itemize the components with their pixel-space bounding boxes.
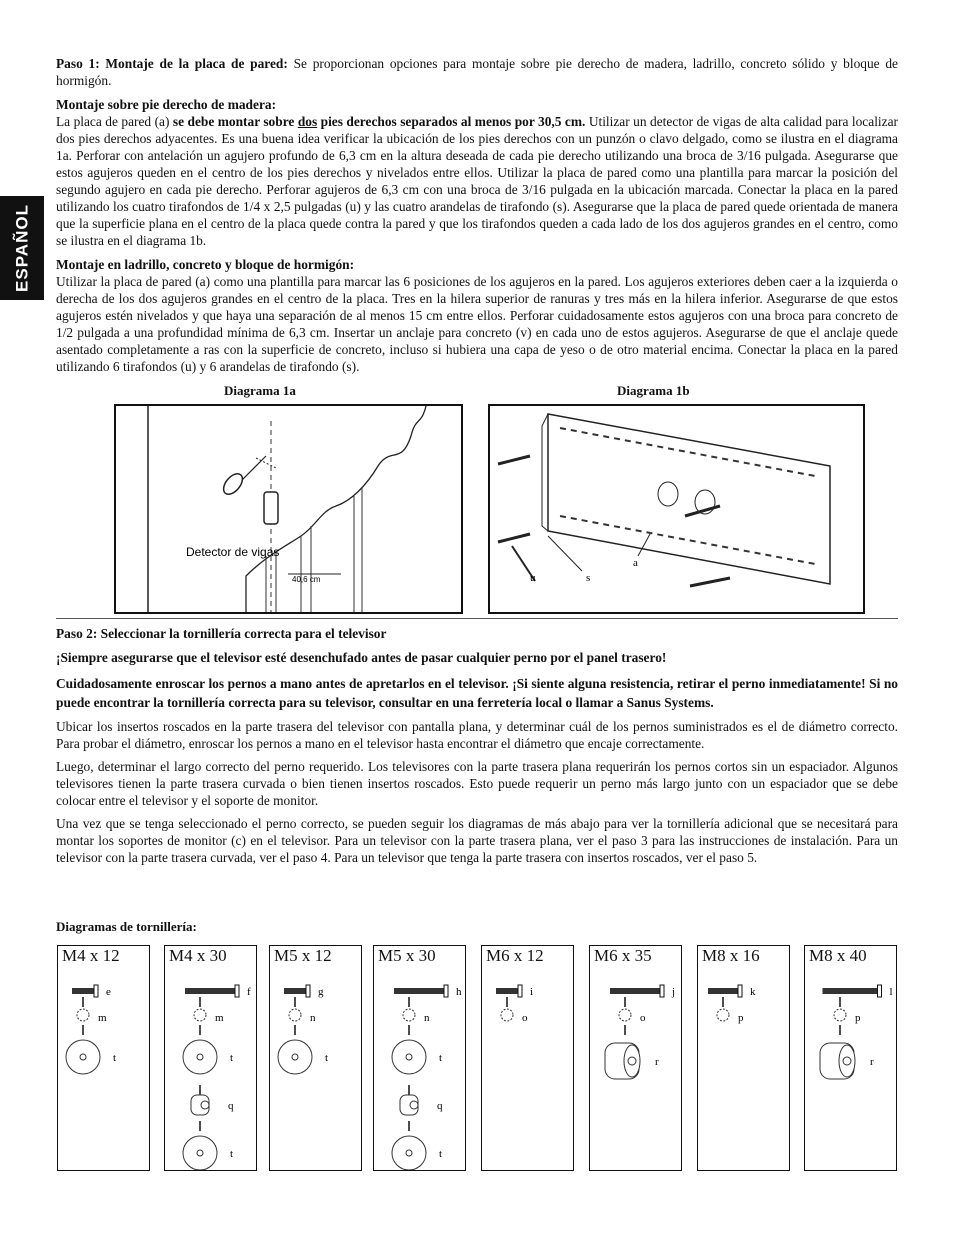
stud-wall-illustration: [116, 406, 461, 612]
part-label: r: [655, 1056, 659, 1068]
part-label: p: [738, 1012, 744, 1024]
bolt-icon: [72, 988, 94, 994]
lock-washer-icon: [403, 1009, 415, 1021]
hardware-set-m6x35: [589, 945, 682, 1171]
bolt-head: [738, 985, 742, 997]
step2-paragraph-3: Una vez que se tenga seleccionado el perno correcto, se pueden seguir los diagramas de más abajo para ver la tornillería adicional que se necesitará para montar los soportes de monitor (c) en el televisor. Para un televisor con la parte trasera plana, ver el paso 3 para las instrucciones de instalación. Para un televisor con la parte trasera curvada, ver el paso 4. Para un televisor que tenga la parte trasera con insertos roscados, ver el paso 5.: [56, 816, 898, 865]
hardware-size: M5 x 30: [378, 946, 436, 965]
hardware-set-m5x12: [269, 945, 362, 1171]
brick-heading: Montaje en ladrillo, concreto y bloque de hormigón:: [56, 257, 355, 272]
hardware-size: M8 x 40: [809, 946, 867, 965]
hardware-set-m5x30: [373, 945, 466, 1171]
step2-warning: ¡Siempre asegurarse que el televisor esté desenchufado antes de pasar cualquier perno por el panel trasero!: [56, 650, 667, 665]
wood-bold: se debe montar sobre: [172, 114, 298, 129]
part-label: o: [640, 1012, 646, 1024]
part-label: t: [325, 1052, 329, 1064]
part-label: t: [439, 1052, 443, 1064]
lock-washer-icon: [501, 1009, 513, 1021]
part-label: o: [522, 1012, 528, 1024]
step1-text: Se proporcionan opciones para montaje sobre pie derecho de madera, ladrillo, concreto sólido y bloque de hormigón.: [56, 56, 898, 88]
bolt-icon: [394, 988, 444, 994]
hardware-set-m4x12: [57, 945, 150, 1171]
part-label: m: [215, 1012, 224, 1024]
flat-washer-icon: [278, 1040, 312, 1074]
part-label: j: [672, 986, 676, 998]
bolt-head: [235, 985, 239, 997]
bolt-head: [878, 985, 882, 997]
bolt-head: [94, 985, 98, 997]
part-label: p: [855, 1012, 861, 1024]
part-label: q: [228, 1100, 234, 1112]
hardware-heading: Diagramas de tornillería:: [56, 919, 197, 934]
part-label: r: [870, 1056, 874, 1068]
spacer-icon: [191, 1095, 209, 1115]
bolt-head: [306, 985, 310, 997]
hardware-set-m8x16: [697, 945, 790, 1171]
part-label: e: [106, 986, 111, 998]
wood-heading: Montaje sobre pie derecho de madera:: [56, 97, 277, 112]
bolt-icon: [185, 988, 235, 994]
bolt-head: [518, 985, 522, 997]
diagram-1a: [114, 404, 463, 614]
brick-section: [56, 256, 898, 375]
wood-underline: dos: [297, 114, 318, 129]
hardware-set-m4x30: [164, 945, 257, 1171]
lock-washer-icon: [834, 1009, 846, 1021]
label-s: s: [586, 572, 591, 584]
hardware-size: M4 x 30: [169, 946, 227, 965]
hardware-set-m6x12: [481, 945, 574, 1171]
bolt-icon: [610, 988, 660, 994]
flat-washer-icon: [392, 1040, 426, 1074]
part-label: m: [98, 1012, 107, 1024]
part-label: t: [113, 1052, 117, 1064]
measure-label: 40,6 cm: [292, 575, 321, 584]
wood-text: La placa de pared (a): [56, 114, 173, 129]
part-label: n: [310, 1012, 316, 1024]
step2-paragraph-1: Ubicar los insertos roscados en la parte trasera del televisor con pantalla plana, y determinar cuál de los pernos suministrados es el de diámetro correcto. Para probar el diámetro, enroscar los pernos a mano en el televisor hasta encontrar el diámetro que encaje correctamente.: [56, 719, 898, 751]
lock-washer-icon: [194, 1009, 206, 1021]
step2-caution: Cuidadosamente enroscar los pernos a mano antes de apretarlos en el televisor. ¡Si siente alguna resistencia, retirar el perno inmediatamente! Si no puede encontrar la tornillería correcta para su televisor, consultar en una ferretería local o llamar a Sanus Systems.: [56, 676, 898, 710]
label-a: a: [633, 557, 638, 569]
part-label: g: [318, 986, 324, 998]
hardware-set-m8x40: [804, 945, 897, 1171]
lock-washer-icon: [717, 1009, 729, 1021]
part-label: q: [437, 1100, 443, 1112]
lock-washer-icon: [619, 1009, 631, 1021]
bolt-head: [660, 985, 664, 997]
wall-plate-illustration: [490, 406, 863, 612]
lock-washer-icon: [77, 1009, 89, 1021]
diagram-1b-title: Diagrama 1b: [617, 383, 690, 398]
bolt-icon: [496, 988, 518, 994]
step1-intro: [56, 55, 898, 89]
part-label: t: [439, 1148, 443, 1160]
step2-paragraph-2: Luego, determinar el largo correcto del perno requerido. Los televisores con la parte trasera plana requerirán los pernos cortos sin un espaciador. Algunos televisores tienen la parte trasera curvada o bien tienen insertos roscados. Esto puede requerir un perno más largo junto con un espaciador que se debe colocar entre el televisor y el soporte de monitor.: [56, 759, 898, 808]
wood-section: [56, 96, 898, 249]
part-label: f: [247, 986, 251, 998]
bolt-icon: [823, 988, 878, 994]
divider: [56, 618, 898, 619]
hardware-size: M6 x 35: [594, 946, 652, 965]
step2-title: Paso 2: Seleccionar la tornillería correcta para el televisor: [56, 626, 387, 641]
step2-section: [56, 625, 898, 866]
detector-label: Detector de vigas: [186, 545, 280, 559]
part-label: t: [230, 1148, 234, 1160]
spacer-icon: [400, 1095, 418, 1115]
wood-bold: pies derechos separados al menos por 30,5 cm.: [317, 114, 586, 129]
hardware-size: M4 x 12: [62, 946, 120, 965]
part-label: t: [230, 1052, 234, 1064]
part-label: n: [424, 1012, 430, 1024]
part-label: l: [889, 986, 893, 998]
language-tab: [0, 196, 44, 300]
diagram-1b: [488, 404, 865, 614]
label-u: u: [530, 572, 536, 584]
part-label: i: [530, 986, 534, 998]
flat-washer-icon: [392, 1136, 426, 1170]
hardware-size: M6 x 12: [486, 946, 544, 965]
hardware-size: M8 x 16: [702, 946, 760, 965]
wood-text: Utilizar un detector de vigas de alta calidad para localizar dos pies derechos adyacentes. Es una buena idea verificar la ubicación de los pies derechos con un punzón o clavo delgado, como se ilustra en el diagrama 1a. Perforar con antelación un agujero profundo de 6,3 cm en la altura deseada de cada pie derecho utilizando una broca de 3/16 pulgada. Asegurarse que estos agujeros queden en el centro de los pies derechos y nivelados entre ellos. Utilizar la placa de pared como una plantilla para marcar la posición del segundo agujero en cada pie derecho. Perforar agujeros de 6,3 cm con una broca de 3/16 pulgada en la ubicación marcada. Conectar la placa en la pared utilizando los cuatro tirafondos de 1/4 x 2,5 pulgadas (u) y las cuatro arandelas de tirafondo (s). Asegurarse que la placa de pared quede orientada de manera que la superficie plana en el centro de la placa quede contra la pared y que los tirafondos queden a cada lado de los dos agujeros grandes en el centro, como se ilustra en el diagrama 1b.: [56, 114, 898, 248]
brick-text: Utilizar la placa de pared (a) como una plantilla para marcar las 6 posiciones de los agujeros en la pared. Los agujeros exteriores deben caer a la izquierda o derecha de los dos agujeros grandes en el centro de la placa. Tres en la hilera superior de ranuras y tres más en la hilera inferior. Asegurarse de que estos agujeros estén nivelados y que haya una separación de al menos 15 cm entre ellos. Perforar cuidadosamente estos agujeros con una broca para concreto de 1/2 pulgada a una profundidad mínima de 6,3 cm. Insertar un anclaje para concreto (v) en cada uno de estos agujeros. Asegurarse de que el anclaje quede asentado completamente a ras con la superficie de concreto, incluso si hubiera una capa de yeso o de otro material encima. Conectar la placa en la pared utilizando 6 tirafondos (u) y 6 arandelas de tirafondo (s).: [56, 274, 898, 374]
language-tab-label: ESPAÑOL: [12, 204, 32, 292]
lock-washer-icon: [289, 1009, 301, 1021]
flat-washer-icon: [66, 1040, 100, 1074]
bolt-head: [444, 985, 448, 997]
bolt-icon: [708, 988, 738, 994]
part-label: h: [456, 986, 462, 998]
flat-washer-icon: [183, 1136, 217, 1170]
diagram-1a-title: Diagrama 1a: [224, 383, 296, 398]
step1-title: Paso 1: Montaje de la placa de pared:: [56, 56, 288, 71]
part-label: k: [750, 986, 756, 998]
flat-washer-icon: [183, 1040, 217, 1074]
bolt-icon: [284, 988, 306, 994]
hardware-size: M5 x 12: [274, 946, 332, 965]
